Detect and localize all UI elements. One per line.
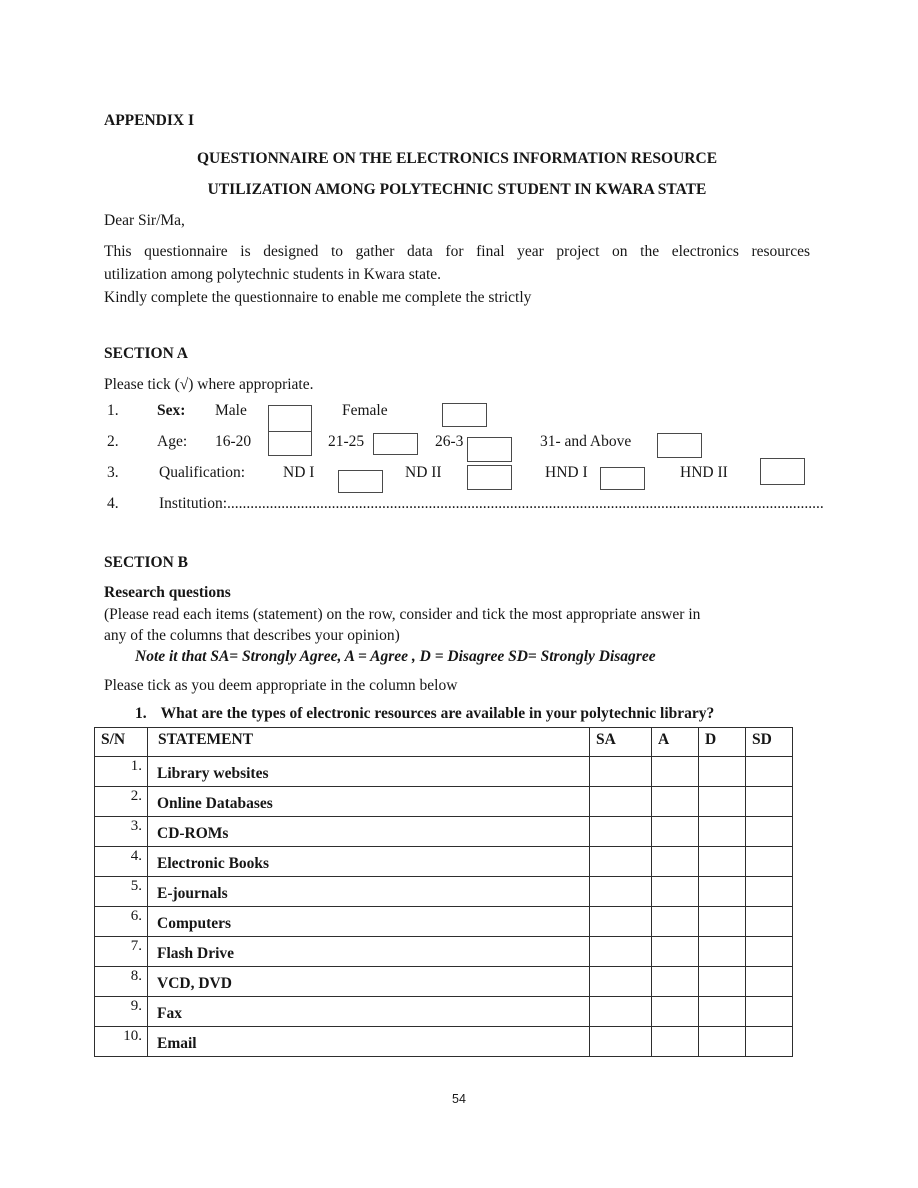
answer-cell-a[interactable] (652, 1027, 699, 1057)
answer-cell-sd[interactable] (746, 937, 793, 967)
question-1 (104, 702, 810, 726)
row-sn: 9. (95, 997, 148, 1027)
answer-cell-d[interactable] (699, 997, 746, 1027)
table-row (95, 907, 793, 937)
row-statement: E-journals (148, 877, 590, 907)
answer-cell-sd[interactable] (746, 907, 793, 937)
age-option-31-above-label: 31- and Above (540, 433, 632, 450)
table-row (95, 997, 793, 1027)
answer-cell-sa[interactable] (590, 877, 652, 907)
section-a-heading: SECTION A (104, 345, 188, 362)
answer-cell-d[interactable] (699, 907, 746, 937)
form-row-institution (104, 493, 824, 524)
header-statement: STATEMENT (148, 728, 590, 757)
answer-cell-sa[interactable] (590, 817, 652, 847)
institution-fill-in-line[interactable]: .......................................................................................................................................................... (227, 495, 824, 512)
item-number: 2. (107, 433, 119, 450)
answer-cell-a[interactable] (652, 787, 699, 817)
header-sd: SD (746, 728, 793, 757)
answer-cell-sd[interactable] (746, 757, 793, 787)
question-number: 1. (135, 705, 147, 722)
sex-option-male-label: Male (215, 402, 247, 419)
age-option-26-30-label: 26-3 (435, 433, 464, 450)
institution-label: Institution: (159, 495, 228, 512)
answer-cell-sa[interactable] (590, 1027, 652, 1057)
age-31-above-checkbox[interactable] (657, 433, 702, 458)
page-content (101, 0, 824, 1057)
answer-cell-a[interactable] (652, 937, 699, 967)
section-b-instruction-line-1: (Please read each items (statement) on the row, consider and tick the most appropriate answer in (104, 606, 701, 623)
row-sn: 10. (95, 1027, 148, 1057)
section-a-form (104, 400, 824, 524)
answer-cell-d[interactable] (699, 757, 746, 787)
qualification-nd2-label: ND II (405, 464, 442, 481)
form-row-qualification (104, 462, 810, 493)
answer-cell-d[interactable] (699, 817, 746, 847)
age-option-21-25-label: 21-25 (328, 433, 365, 450)
answer-cell-sd[interactable] (746, 1027, 793, 1057)
table-row (95, 937, 793, 967)
answer-cell-sa[interactable] (590, 997, 652, 1027)
age-16-20-checkbox[interactable] (268, 431, 312, 456)
qualification-nd1-label: ND I (283, 464, 315, 481)
answer-cell-sd[interactable] (746, 967, 793, 997)
qualification-nd2-checkbox[interactable] (467, 465, 512, 490)
row-statement: Flash Drive (148, 937, 590, 967)
answer-cell-d[interactable] (699, 1027, 746, 1057)
age-label: Age: (157, 433, 188, 450)
item-number: 4. (107, 495, 119, 512)
row-statement: Fax (148, 997, 590, 1027)
answer-cell-sd[interactable] (746, 817, 793, 847)
answer-cell-d[interactable] (699, 877, 746, 907)
tick-instruction: Please tick as you deem appropriate in the column below (104, 677, 458, 694)
answer-cell-a[interactable] (652, 907, 699, 937)
institution-field[interactable] (159, 494, 837, 514)
survey-table (94, 727, 793, 1057)
answer-cell-a[interactable] (652, 877, 699, 907)
answer-cell-sa[interactable] (590, 787, 652, 817)
item-number: 1. (107, 402, 119, 419)
row-sn: 1. (95, 757, 148, 787)
answer-cell-sa[interactable] (590, 907, 652, 937)
intro-paragraph-line-3: Kindly complete the questionnaire to enable me complete the strictly (104, 289, 532, 306)
answer-cell-sa[interactable] (590, 847, 652, 877)
answer-cell-sd[interactable] (746, 877, 793, 907)
rating-scale-note: Note it that SA= Strongly Agree, A = Agree , D = Disagree SD= Strongly Disagree (135, 648, 656, 665)
qualification-hnd2-checkbox[interactable] (760, 458, 805, 485)
header-d: D (699, 728, 746, 757)
section-a-instruction: Please tick (√) where appropriate. (104, 376, 314, 393)
answer-cell-sa[interactable] (590, 937, 652, 967)
age-21-25-checkbox[interactable] (373, 433, 418, 455)
answer-cell-sa[interactable] (590, 757, 652, 787)
sex-male-checkbox[interactable] (268, 405, 312, 432)
answer-cell-a[interactable] (652, 847, 699, 877)
table-header-row (95, 728, 793, 757)
answer-cell-d[interactable] (699, 787, 746, 817)
row-statement: Online Databases (148, 787, 590, 817)
row-statement: Computers (148, 907, 590, 937)
header-a: A (652, 728, 699, 757)
age-option-16-20-label: 16-20 (215, 433, 252, 450)
answer-cell-a[interactable] (652, 817, 699, 847)
row-sn: 4. (95, 847, 148, 877)
row-sn: 8. (95, 967, 148, 997)
document-title-line-2: UTILIZATION AMONG POLYTECHNIC STUDENT IN KWARA STATE (207, 181, 707, 198)
row-statement: Electronic Books (148, 847, 590, 877)
row-sn: 2. (95, 787, 148, 817)
salutation: Dear Sir/Ma, (104, 212, 185, 229)
qualification-nd1-checkbox[interactable] (338, 470, 383, 493)
intro-paragraph-line-1: This questionnaire is designed to gather data for final year project on the electronics resources (104, 243, 810, 260)
table-row (95, 877, 793, 907)
answer-cell-d[interactable] (699, 937, 746, 967)
sex-option-female-label: Female (342, 402, 388, 419)
row-sn: 7. (95, 937, 148, 967)
table-row (95, 787, 793, 817)
age-26-30-checkbox[interactable] (467, 437, 512, 462)
answer-cell-d[interactable] (699, 847, 746, 877)
header-sn: S/N (95, 728, 148, 757)
section-b-heading: SECTION B (104, 554, 188, 571)
section-b-instruction-line-2: any of the columns that describes your opinion) (104, 627, 400, 644)
document-title-line-1: QUESTIONNAIRE ON THE ELECTRONICS INFORMATION RESOURCE (196, 150, 718, 167)
question-text: What are the types of electronic resources are available in your polytechnic library? (160, 705, 715, 722)
row-sn: 6. (95, 907, 148, 937)
row-statement: Email (148, 1027, 590, 1057)
sex-label: Sex: (157, 402, 186, 419)
qualification-label: Qualification: (159, 464, 246, 481)
answer-cell-a[interactable] (652, 967, 699, 997)
row-statement: VCD, DVD (148, 967, 590, 997)
answer-cell-sd[interactable] (746, 847, 793, 877)
row-sn: 3. (95, 817, 148, 847)
answer-cell-a[interactable] (652, 997, 699, 1027)
table-row (95, 1027, 793, 1057)
item-number: 3. (107, 464, 119, 481)
table-row (95, 847, 793, 877)
intro-paragraph-line-2: utilization among polytechnic students in Kwara state. (104, 266, 442, 283)
page-number: 54 (452, 1092, 466, 1106)
answer-cell-sa[interactable] (590, 967, 652, 997)
table-row (95, 967, 793, 997)
appendix-heading: APPENDIX I (104, 112, 194, 129)
answer-cell-d[interactable] (699, 967, 746, 997)
qualification-hnd1-label: HND I (545, 464, 588, 481)
header-sa: SA (590, 728, 652, 757)
table-row (95, 817, 793, 847)
form-row-age (104, 431, 810, 462)
row-sn: 5. (95, 877, 148, 907)
table-row (95, 757, 793, 787)
research-questions-subheading: Research questions (104, 584, 231, 601)
qualification-hnd2-label: HND II (680, 464, 728, 481)
qualification-hnd1-checkbox[interactable] (600, 467, 645, 490)
answer-cell-sd[interactable] (746, 787, 793, 817)
row-statement: CD-ROMs (148, 817, 590, 847)
sex-female-checkbox[interactable] (442, 403, 487, 427)
answer-cell-sd[interactable] (746, 997, 793, 1027)
answer-cell-a[interactable] (652, 757, 699, 787)
form-row-sex (104, 400, 810, 431)
row-statement: Library websites (148, 757, 590, 787)
